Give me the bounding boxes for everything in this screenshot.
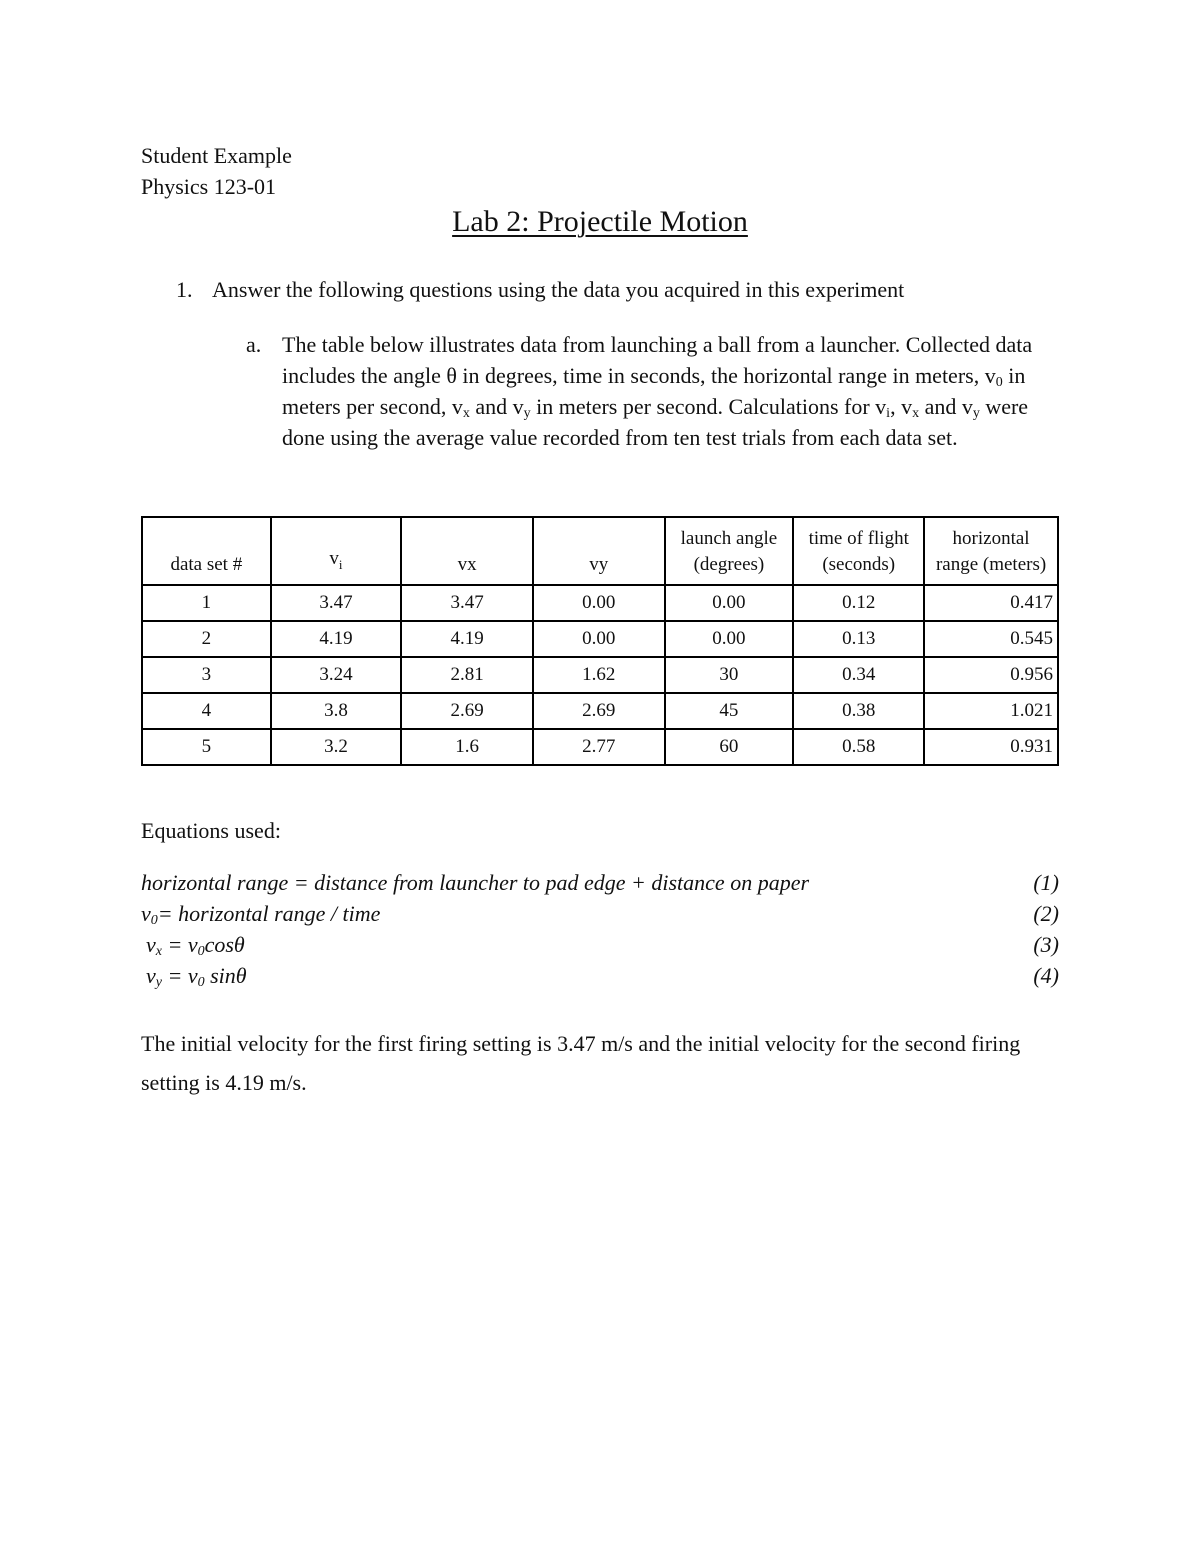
table-row [142, 585, 1058, 621]
cell-launch-angle: 0.00 [665, 621, 794, 657]
cell-vi: 3.2 [271, 729, 402, 765]
cell-data-set: 5 [142, 729, 271, 765]
equation-3-number: (3) [1033, 932, 1059, 957]
equation-4-text: $v_y = v_0$ sinθ [146, 963, 247, 990]
cell-vi: 3.24 [271, 657, 402, 693]
cell-launch-angle: 60 [665, 729, 794, 765]
question-1-text: Answer the following questions using the data you acquired in this experiment [212, 277, 905, 302]
header-time-of-flight: time of flight (seconds) [793, 517, 924, 585]
question-a-letter: a. [246, 332, 262, 357]
cell-horizontal-range: 1.021 [924, 693, 1058, 729]
cell-data-set: 1 [142, 585, 271, 621]
cell-horizontal-range: 0.931 [924, 729, 1058, 765]
equation-2-text: $v_0=$ horizontal range / time [141, 901, 381, 928]
data-table [141, 516, 1059, 766]
equation-1-number: (1) [1033, 870, 1059, 895]
cell-vy: 2.69 [533, 693, 665, 729]
cell-vx: 2.81 [401, 657, 533, 693]
header-horizontal-range: horizontal range (meters) [924, 517, 1058, 585]
cell-launch-angle: 0.00 [665, 585, 794, 621]
header-launch-angle: launch angle (degrees) [665, 517, 794, 585]
cell-horizontal-range: 0.545 [924, 621, 1058, 657]
question-1-number: 1. [176, 277, 193, 302]
course-name: Physics 123-01 [141, 174, 277, 199]
cell-launch-angle: 45 [665, 693, 794, 729]
cell-time-of-flight: 0.58 [793, 729, 924, 765]
cell-vx: 2.69 [401, 693, 533, 729]
table-row [142, 693, 1058, 729]
cell-time-of-flight: 0.34 [793, 657, 924, 693]
page-title: Lab 2: Projectile Motion [452, 205, 748, 238]
equation-1-text: horizontal range = distance from launcher to pad edge + distance on paper [141, 870, 810, 895]
table-row [142, 621, 1058, 657]
question-a-text: The table below illustrates data from launching a ball from a launcher. Collected data includes the angle θ in degrees, time in seconds, the horizontal range in meters, $v_0$ in meters per second, $v_x$ and $v_y$ in meters per second. Calculations for $v_i$, $v_x$ and $v_y$ were done using the average value recorded from ten test trials from each data set. [282, 332, 1033, 450]
equation-2-number: (2) [1033, 901, 1059, 926]
cell-horizontal-range: 0.417 [924, 585, 1058, 621]
cell-vi: 3.47 [271, 585, 402, 621]
equation-4-number: (4) [1033, 963, 1059, 988]
header-vx: vx [401, 517, 533, 585]
cell-vy: 1.62 [533, 657, 665, 693]
cell-vx: 4.19 [401, 621, 533, 657]
cell-time-of-flight: 0.38 [793, 693, 924, 729]
cell-vi: 3.8 [271, 693, 402, 729]
header-vy: vy [533, 517, 665, 585]
cell-vy: 2.77 [533, 729, 665, 765]
cell-launch-angle: 30 [665, 657, 794, 693]
header-data-set: data set # [142, 517, 271, 585]
table-header-row [142, 517, 1058, 585]
equation-3-text: $v_x = v_0\cos\theta$ [146, 932, 245, 959]
cell-horizontal-range: 0.956 [924, 657, 1058, 693]
cell-vy: 0.00 [533, 585, 665, 621]
cell-time-of-flight: 0.12 [793, 585, 924, 621]
cell-vx: 1.6 [401, 729, 533, 765]
cell-data-set: 4 [142, 693, 271, 729]
table-row [142, 729, 1058, 765]
cell-vy: 0.00 [533, 621, 665, 657]
header-vi: $v_i$ [271, 517, 402, 585]
equations-label: Equations used: [141, 818, 281, 843]
cell-data-set: 2 [142, 621, 271, 657]
student-name: Student Example [141, 143, 292, 168]
cell-vx: 3.47 [401, 585, 533, 621]
table-row [142, 657, 1058, 693]
cell-vi: 4.19 [271, 621, 402, 657]
conclusion-paragraph: The initial velocity for the first firing setting is 3.47 m/s and the initial velocity for the second firing setting is 4.19 m/s. [141, 1031, 1021, 1095]
cell-time-of-flight: 0.13 [793, 621, 924, 657]
cell-data-set: 3 [142, 657, 271, 693]
